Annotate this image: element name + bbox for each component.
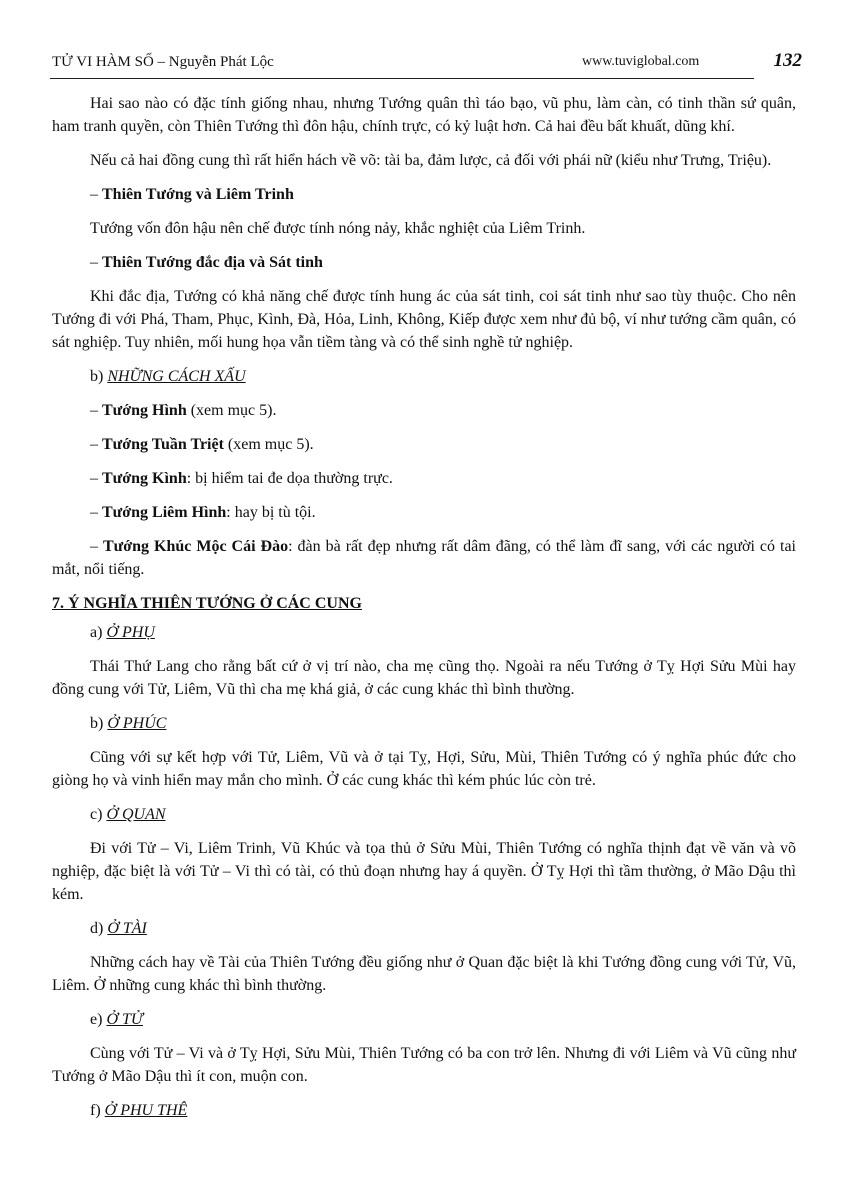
book-title: TỬ VI HÀM SỐ – Nguyễn Phát Lộc (52, 54, 274, 70)
list-item (52, 433, 796, 456)
list-marker: d) (90, 920, 108, 937)
paragraph: Thái Thứ Lang cho rằng bất cứ ở vị trí nào, cha mẹ cũng thọ. Ngoài ra nếu Tướng ở Tỵ Hợi Sửu Mùi hay đồng cung với Tử, Liêm, Vũ thì cha mẹ khá giả, ở các cung khác thì bình thường. (52, 658, 796, 698)
subheading-phuc (52, 712, 796, 735)
list-term: Tướng Tuần Triệt (102, 436, 224, 453)
subheading-text: Thiên Tướng đắc địa và Sát tinh (102, 254, 323, 271)
subheading-bad-patterns (52, 365, 796, 388)
subheading-text: Ở PHU THÊ (104, 1102, 188, 1119)
subheading-text: Ở PHỤ (106, 624, 155, 641)
paragraph: Hai sao nào có đặc tính giống nhau, nhưng Tướng quân thì táo bạo, vũ phu, làm càn, có tinh thần sứ quân, ham tranh quyền, còn Thiên Tướng thì đôn hậu, chính trực, có kỷ luật hơn. Cả hai đều bất khuất, dũng khí. (52, 95, 796, 135)
paragraph: Tướng vốn đôn hậu nên chế được tính nóng nảy, khắc nghiệt của Liêm Trinh. (90, 220, 586, 237)
list-marker: f) (90, 1102, 105, 1119)
dash: – (90, 436, 102, 453)
list-item (52, 399, 796, 422)
paragraph: Cùng với Tử – Vi và ở Tỵ Hợi, Sửu Mùi, Thiên Tướng có ba con trở lên. Nhưng đi với Liêm và Vũ cũng như Tướng ở Mão Dậu thì ít con, muộn con. (52, 1045, 796, 1085)
list-term: Tướng Liêm Hình (102, 504, 227, 521)
list-term: Tướng Kình (102, 470, 187, 487)
paragraph: Cũng với sự kết hợp với Tử, Liêm, Vũ và ở tại Tỵ, Hợi, Sửu, Mùi, Thiên Tướng có ý nghĩa phúc đức cho giòng họ và vinh hiển may mắn cho mình. Ở các cung khác thì kém phúc lúc còn trẻ. (52, 749, 796, 789)
subheading-text: Ở PHÚC (107, 715, 167, 732)
list-marker: b) (90, 368, 108, 385)
dash: – (90, 470, 102, 487)
subheading-liem-trinh (52, 183, 796, 206)
section-heading: 7. Ý NGHĨA THIÊN TƯỚNG Ở CÁC CUNG (52, 595, 362, 612)
list-marker: e) (90, 1011, 107, 1028)
website-url: www.tuviglobal.com (582, 54, 700, 69)
subheading-tai (52, 917, 796, 940)
subheading-quan (52, 803, 796, 826)
list-desc: (xem mục 5). (223, 436, 314, 453)
page-body (52, 92, 796, 1133)
dash: – (90, 538, 103, 555)
subheading-text: Ở TÀI (107, 920, 147, 937)
page-number: 132 (773, 50, 802, 71)
list-marker: a) (90, 624, 107, 641)
header-rule (50, 78, 754, 79)
list-item (52, 535, 796, 581)
list-desc: (xem mục 5). (186, 402, 277, 419)
list-desc: : hay bị tù tội. (226, 504, 316, 521)
dash: – (90, 504, 102, 521)
subheading-phu-the (52, 1099, 796, 1122)
list-item (52, 501, 796, 524)
paragraph: Những cách hay về Tài của Thiên Tướng đều giống như ở Quan đặc biệt là khi Tướng đồng cung với Tử, Vũ, Liêm. Ở những cung khác thì bình thường. (52, 954, 796, 994)
list-marker: b) (90, 715, 108, 732)
subheading-text: NHỮNG CÁCH XẤU (107, 368, 246, 385)
subheading-text: Thiên Tướng và Liêm Trinh (102, 186, 294, 203)
paragraph: Khi đắc địa, Tướng có khả năng chế được tính hung ác của sát tinh, coi sát tinh như sao tùy thuộc. Cho nên Tướng đi với Phá, Tham, Phục, Kình, Đà, Hỏa, Linh, Không, Kiếp được xem như đủ bộ, ví như tướng cầm quân, có sát nghiệp. Tuy nhiên, mối hung họa vẫn tiềm tàng và có thể sinh nghề tử nghiệp. (52, 288, 796, 351)
list-term: Tướng Hình (102, 402, 187, 419)
subheading-text: Ở QUAN (106, 806, 166, 823)
page-header (52, 50, 804, 80)
dash: – (90, 254, 102, 271)
list-desc: : bị hiểm tai đe dọa thường trực. (186, 470, 393, 487)
list-term: Tướng Khúc Mộc Cái Đào (103, 538, 289, 555)
paragraph: Nếu cả hai đồng cung thì rất hiển hách về võ: tài ba, đảm lược, cả đối với phái nữ (kiểu như Trưng, Triệu). (90, 152, 772, 169)
list-desc: : đàn bà rất đẹp nhưng rất dâm đãng, có thể làm đĩ sang, với các người có tai mắt, nổi tiếng. (52, 538, 797, 578)
subheading-phu (52, 621, 796, 644)
subheading-text: Ở TỬ (106, 1011, 143, 1028)
list-item (52, 467, 796, 490)
dash: – (90, 186, 102, 203)
subheading-tu (52, 1008, 796, 1031)
dash: – (90, 402, 102, 419)
subheading-sat-tinh (52, 251, 796, 274)
list-marker: c) (90, 806, 107, 823)
paragraph: Đi với Tử – Vi, Liêm Trinh, Vũ Khúc và tọa thủ ở Sửu Mùi, Thiên Tướng có nghĩa thịnh đạt về văn và võ nghiệp, đặc biệt là với Tử – Vi thì có tài, có thủ đoạn nhưng hay á quyền. Ở Tỵ Hợi thì tầm thường, ở Mão Dậu thì kém. (52, 840, 796, 903)
